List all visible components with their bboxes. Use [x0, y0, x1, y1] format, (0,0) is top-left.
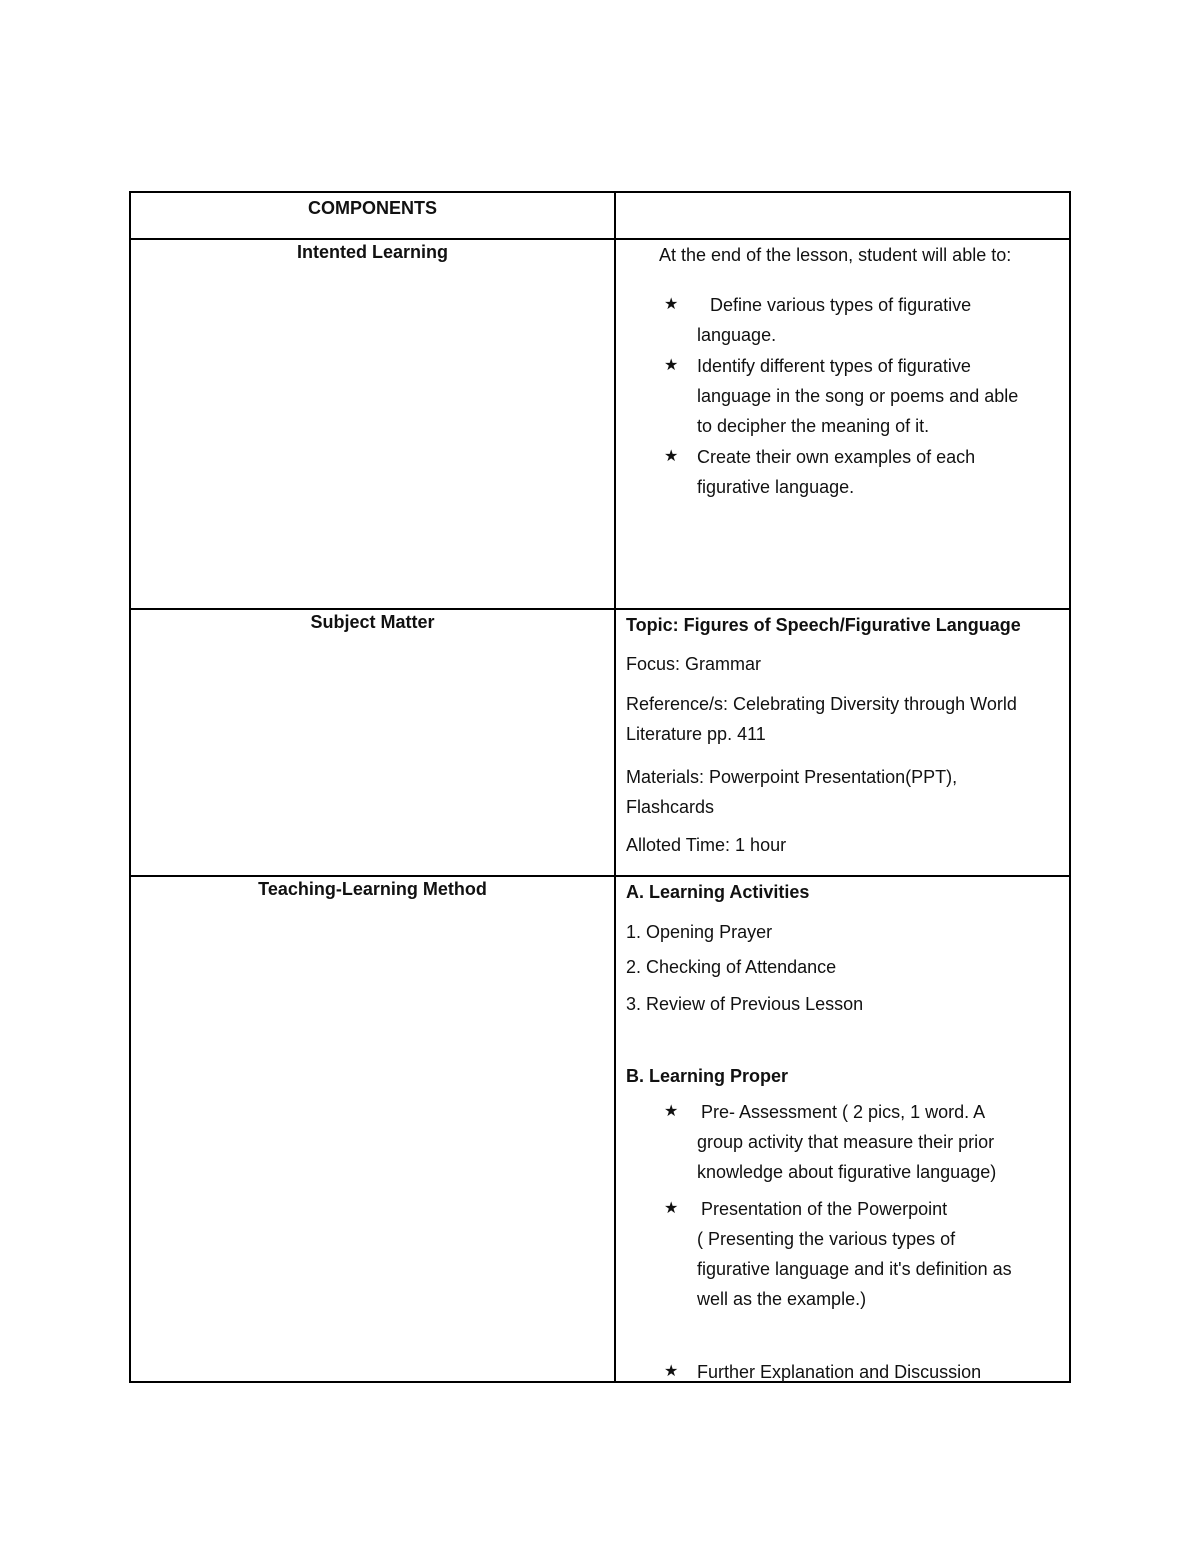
method-content: [616, 877, 1069, 1381]
materials-line-1: Materials: Powerpoint Presentation(PPT),: [626, 767, 958, 787]
subject-matter-content: [616, 610, 1069, 875]
objective-3-line-1: Create their own examples of each: [697, 447, 976, 467]
star-icon: ★: [664, 1103, 679, 1120]
star-icon: ★: [664, 1200, 679, 1217]
intended-learning-label: Intented Learning: [296, 242, 448, 262]
header-left-cell: [131, 193, 616, 238]
proper-2-line-3: figurative language and it's definition as: [697, 1259, 1012, 1279]
objectives-intro: At the end of the lesson, student will able to:: [659, 245, 1012, 265]
star-icon: ★: [664, 357, 679, 374]
intended-learning-content: [616, 240, 1069, 608]
star-icon: ★: [664, 1363, 679, 1380]
components-header: COMPONENTS: [307, 198, 437, 218]
proper-2-line-1: Presentation of the Powerpoint: [701, 1199, 948, 1219]
star-icon: ★: [664, 448, 679, 465]
intended-learning-row: [131, 240, 1069, 610]
objective-2-line-1: Identify different types of figurative: [697, 356, 971, 376]
objective-1-line-2: language.: [697, 325, 777, 345]
objective-2-line-2: language in the song or poems and able: [697, 386, 1019, 406]
activity-3: 3. Review of Previous Lesson: [626, 994, 864, 1014]
lesson-plan-table: [129, 191, 1071, 1383]
section-b-heading: B. Learning Proper: [626, 1066, 789, 1086]
subject-matter-label: Subject Matter: [310, 612, 435, 632]
proper-1-line-3: knowledge about figurative language): [697, 1162, 997, 1182]
star-icon: ★: [664, 296, 679, 313]
activity-1: 1. Opening Prayer: [626, 922, 773, 942]
section-a-heading: A. Learning Activities: [626, 882, 810, 902]
proper-1-line-1: Pre- Assessment ( 2 pics, 1 word. A: [701, 1102, 986, 1122]
materials-line-2: Flashcards: [626, 797, 715, 817]
reference-line-2: Literature pp. 411: [626, 724, 766, 744]
intended-learning-label-cell: [131, 240, 616, 608]
activity-2: 2. Checking of Attendance: [626, 957, 837, 977]
subject-matter-label-cell: [131, 610, 616, 875]
header-right-cell: [616, 193, 1069, 238]
header-row: [131, 193, 1069, 240]
reference-line-1: Reference/s: Celebrating Diversity through World: [626, 694, 1017, 714]
subject-matter-row: [131, 610, 1069, 877]
proper-2-line-4: well as the example.): [697, 1289, 867, 1309]
method-row: [131, 877, 1069, 1381]
topic-text: Topic: Figures of Speech/Figurative Language: [626, 615, 1021, 635]
method-label: Teaching-Learning Method: [258, 879, 487, 899]
alloted-time-text: Alloted Time: 1 hour: [626, 835, 787, 855]
objective-3-line-2: figurative language.: [697, 477, 855, 497]
proper-3-line-1: Further Explanation and Discussion: [697, 1362, 982, 1382]
proper-2-line-2: ( Presenting the various types of: [697, 1229, 956, 1249]
proper-1-line-2: group activity that measure their prior: [697, 1132, 995, 1152]
method-label-cell: [131, 877, 616, 1381]
objective-1-line-1: Define various types of figurative: [710, 295, 972, 315]
objective-2-line-3: to decipher the meaning of it.: [697, 416, 930, 436]
focus-text: Focus: Grammar: [626, 654, 762, 674]
